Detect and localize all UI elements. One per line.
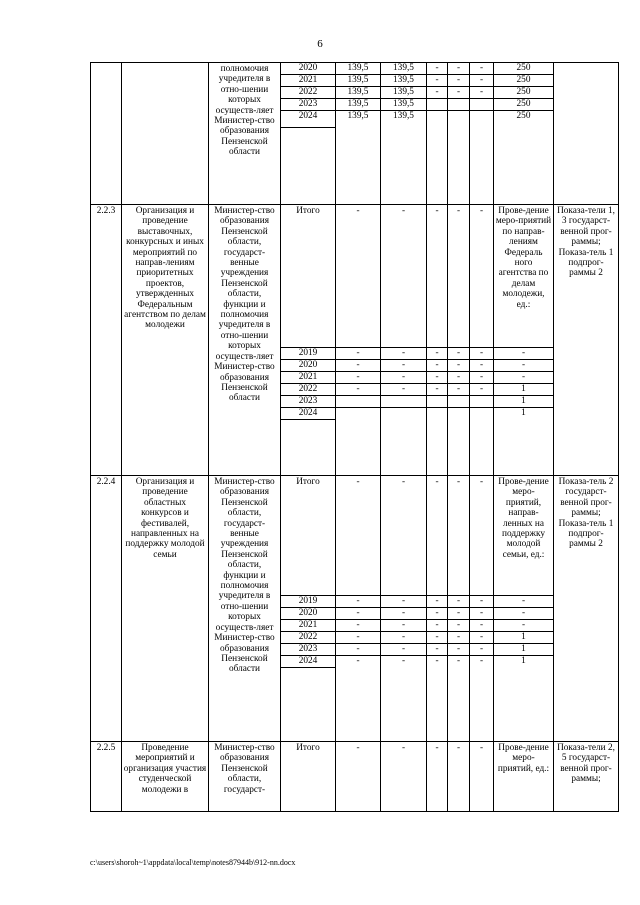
value-cell — [381, 396, 427, 408]
value-cell: - — [336, 348, 381, 360]
value-cell: - — [427, 87, 448, 99]
value-cell: 139,5 — [336, 99, 381, 111]
value-cell — [448, 111, 470, 205]
year-cell: 2023 — [281, 644, 336, 656]
value-cell: - — [381, 632, 427, 644]
value-cell: - — [336, 372, 381, 384]
value-cell: - — [336, 608, 381, 620]
value-cell: 139,5 — [381, 75, 427, 87]
value-cell: - — [427, 360, 448, 372]
value-cell: 139,5 — [336, 63, 381, 75]
value-cell: - — [448, 372, 470, 384]
year-cell: Итого — [281, 742, 336, 812]
result-cell: - — [494, 348, 554, 360]
result-cell: 1 — [494, 632, 554, 644]
value-cell: - — [381, 205, 427, 348]
value-cell — [470, 396, 494, 408]
year-cell: 2021 — [281, 372, 336, 384]
value-cell: - — [427, 63, 448, 75]
result-cell: Прове-дение меро-приятий по направ-лениям Федераль ного агентства по делам молодежи, ед.: — [494, 205, 554, 348]
table-row — [91, 742, 619, 812]
value-cell: - — [470, 87, 494, 99]
year-cell: 2022 — [281, 384, 336, 396]
value-cell: - — [336, 656, 381, 742]
value-cell: - — [470, 608, 494, 620]
value-cell: - — [448, 644, 470, 656]
value-cell — [336, 396, 381, 408]
value-cell: - — [336, 384, 381, 396]
result-cell: 250 — [494, 63, 554, 75]
value-cell: - — [381, 644, 427, 656]
result-cell: - — [494, 372, 554, 384]
value-cell: - — [336, 644, 381, 656]
year-cell: 2019 — [281, 348, 336, 360]
value-cell: - — [427, 656, 448, 742]
item-name — [122, 63, 209, 205]
value-cell: 139,5 — [381, 87, 427, 99]
year-cell — [281, 420, 336, 476]
value-cell: - — [448, 348, 470, 360]
value-cell: - — [470, 596, 494, 608]
item-number: 2.2.5 — [91, 742, 122, 812]
value-cell — [448, 99, 470, 111]
page-number: 6 — [317, 38, 323, 50]
year-cell: 2024 — [281, 408, 336, 420]
value-cell: - — [381, 476, 427, 596]
value-cell: - — [381, 348, 427, 360]
indicator-cell: Показа-тели 1, 3 государст-венной прог-раммы; Показа-тель 1 подпрог-раммы 2 — [554, 205, 619, 476]
value-cell: - — [470, 75, 494, 87]
item-name: Организация и проведение выставочных, конкурсных и иных мероприятий по направ-лениям приоритетных проектов, утвержденных Федеральным агентством по делам молодежи — [122, 205, 209, 476]
value-cell: - — [427, 476, 448, 596]
value-cell: - — [336, 596, 381, 608]
year-cell: 2020 — [281, 608, 336, 620]
value-cell: - — [336, 476, 381, 596]
value-cell: - — [336, 632, 381, 644]
value-cell: 139,5 — [336, 87, 381, 99]
value-cell: - — [470, 620, 494, 632]
value-cell: - — [427, 620, 448, 632]
value-cell: - — [470, 742, 494, 812]
table-row — [91, 63, 619, 75]
value-cell: - — [427, 75, 448, 87]
indicator-cell: Показа-тели 2, 5 государст-венной прог-раммы; — [554, 742, 619, 812]
value-cell: - — [427, 608, 448, 620]
result-cell: - — [494, 596, 554, 608]
value-cell: - — [448, 360, 470, 372]
item-executor: полномочия учредителя в отно-шении которых осуществ-ляет Министер-ство образования Пензенской области — [209, 63, 281, 205]
value-cell: - — [448, 632, 470, 644]
result-cell: 1 — [494, 408, 554, 476]
value-cell: 139,5 — [381, 63, 427, 75]
item-executor: Министер-ство образования Пензенской области, государст-венные учреждения Пензенской области, функции и полномочия учредителя в отно-шении которых осуществ-ляет Министер-ство образования Пензенской области — [209, 476, 281, 742]
value-cell: - — [470, 63, 494, 75]
year-cell: 2023 — [281, 99, 336, 111]
year-cell: 2024 — [281, 656, 336, 668]
value-cell: - — [470, 360, 494, 372]
result-cell: Прове-дение меро-приятий, направ-ленных на поддержку молодой семьи, ед.: — [494, 476, 554, 596]
value-cell: - — [448, 75, 470, 87]
table-row — [91, 205, 619, 348]
result-cell: 250 — [494, 111, 554, 205]
value-cell: 139,5 — [336, 111, 381, 205]
program-table — [90, 62, 619, 812]
value-cell — [381, 408, 427, 476]
value-cell: - — [448, 63, 470, 75]
value-cell: - — [470, 476, 494, 596]
value-cell: - — [470, 205, 494, 348]
result-cell: - — [494, 608, 554, 620]
value-cell: - — [336, 620, 381, 632]
value-cell: 139,5 — [336, 75, 381, 87]
value-cell: - — [427, 644, 448, 656]
value-cell: - — [381, 620, 427, 632]
year-cell: 2019 — [281, 596, 336, 608]
item-name: Организация и проведение областных конкурсов и фестивалей, направленных на поддержку молодой семьи — [122, 476, 209, 742]
value-cell — [470, 99, 494, 111]
value-cell: - — [448, 384, 470, 396]
result-cell: 1 — [494, 396, 554, 408]
result-cell: 250 — [494, 75, 554, 87]
result-cell: 250 — [494, 99, 554, 111]
table-row — [91, 476, 619, 596]
value-cell: - — [427, 348, 448, 360]
item-number: 2.2.4 — [91, 476, 122, 742]
value-cell — [427, 408, 448, 476]
value-cell: - — [448, 87, 470, 99]
year-cell — [281, 128, 336, 205]
item-number: 2.2.3 — [91, 205, 122, 476]
value-cell: - — [336, 205, 381, 348]
year-cell: Итого — [281, 205, 336, 348]
value-cell: - — [381, 596, 427, 608]
value-cell: - — [470, 656, 494, 742]
year-cell: 2022 — [281, 87, 336, 99]
indicator-cell — [554, 63, 619, 205]
value-cell: 139,5 — [381, 111, 427, 205]
item-executor: Министер-ство образования Пензенской области, государст-венные учреждения Пензенской области, функции и полномочия учредителя в отно-шении которых осуществ-ляет Министер-ство образования Пензенской области — [209, 205, 281, 476]
year-cell: Итого — [281, 476, 336, 596]
value-cell: - — [381, 656, 427, 742]
value-cell: - — [381, 384, 427, 396]
item-name: Проведение мероприятий и организация участия студенческой молодежи в — [122, 742, 209, 812]
value-cell: - — [336, 742, 381, 812]
value-cell: - — [427, 742, 448, 812]
value-cell — [448, 396, 470, 408]
value-cell — [427, 396, 448, 408]
year-cell: 2021 — [281, 75, 336, 87]
result-cell: 250 — [494, 87, 554, 99]
value-cell — [427, 99, 448, 111]
value-cell: - — [448, 608, 470, 620]
value-cell: - — [427, 205, 448, 348]
year-cell — [281, 668, 336, 742]
value-cell: - — [470, 632, 494, 644]
year-cell: 2022 — [281, 632, 336, 644]
value-cell: - — [470, 644, 494, 656]
value-cell: - — [448, 476, 470, 596]
result-cell: - — [494, 360, 554, 372]
value-cell: - — [381, 360, 427, 372]
year-cell: 2023 — [281, 396, 336, 408]
value-cell: 139,5 — [381, 99, 427, 111]
year-cell: 2024 — [281, 111, 336, 128]
year-cell: 2020 — [281, 360, 336, 372]
value-cell: - — [448, 742, 470, 812]
year-cell: 2021 — [281, 620, 336, 632]
value-cell: - — [427, 632, 448, 644]
value-cell: - — [381, 372, 427, 384]
value-cell: - — [427, 372, 448, 384]
result-cell: 1 — [494, 384, 554, 396]
value-cell: - — [470, 348, 494, 360]
value-cell: - — [448, 205, 470, 348]
value-cell — [336, 408, 381, 476]
result-cell: 1 — [494, 644, 554, 656]
value-cell: - — [470, 384, 494, 396]
value-cell: - — [448, 620, 470, 632]
value-cell: - — [448, 596, 470, 608]
year-cell: 2020 — [281, 63, 336, 75]
value-cell — [427, 111, 448, 205]
result-cell: Прове-дение меро-приятий, ед.: — [494, 742, 554, 812]
value-cell: - — [448, 656, 470, 742]
value-cell — [448, 408, 470, 476]
value-cell: - — [381, 608, 427, 620]
result-cell: - — [494, 620, 554, 632]
value-cell: - — [427, 384, 448, 396]
value-cell: - — [381, 742, 427, 812]
value-cell: - — [427, 596, 448, 608]
value-cell: - — [336, 360, 381, 372]
result-cell: 1 — [494, 656, 554, 742]
item-executor: Министер-ство образования Пензенской области, государст- — [209, 742, 281, 812]
value-cell: - — [470, 372, 494, 384]
item-number — [91, 63, 122, 205]
value-cell — [470, 111, 494, 205]
value-cell — [470, 408, 494, 476]
indicator-cell: Показа-тель 2 государст-венной прог-раммы; Показа-тель 1 подпрог-раммы 2 — [554, 476, 619, 742]
footer-file-path: c:\users\shoroh~1\appdata\local\temp\notes87944b\912-nn.docx — [90, 858, 296, 867]
